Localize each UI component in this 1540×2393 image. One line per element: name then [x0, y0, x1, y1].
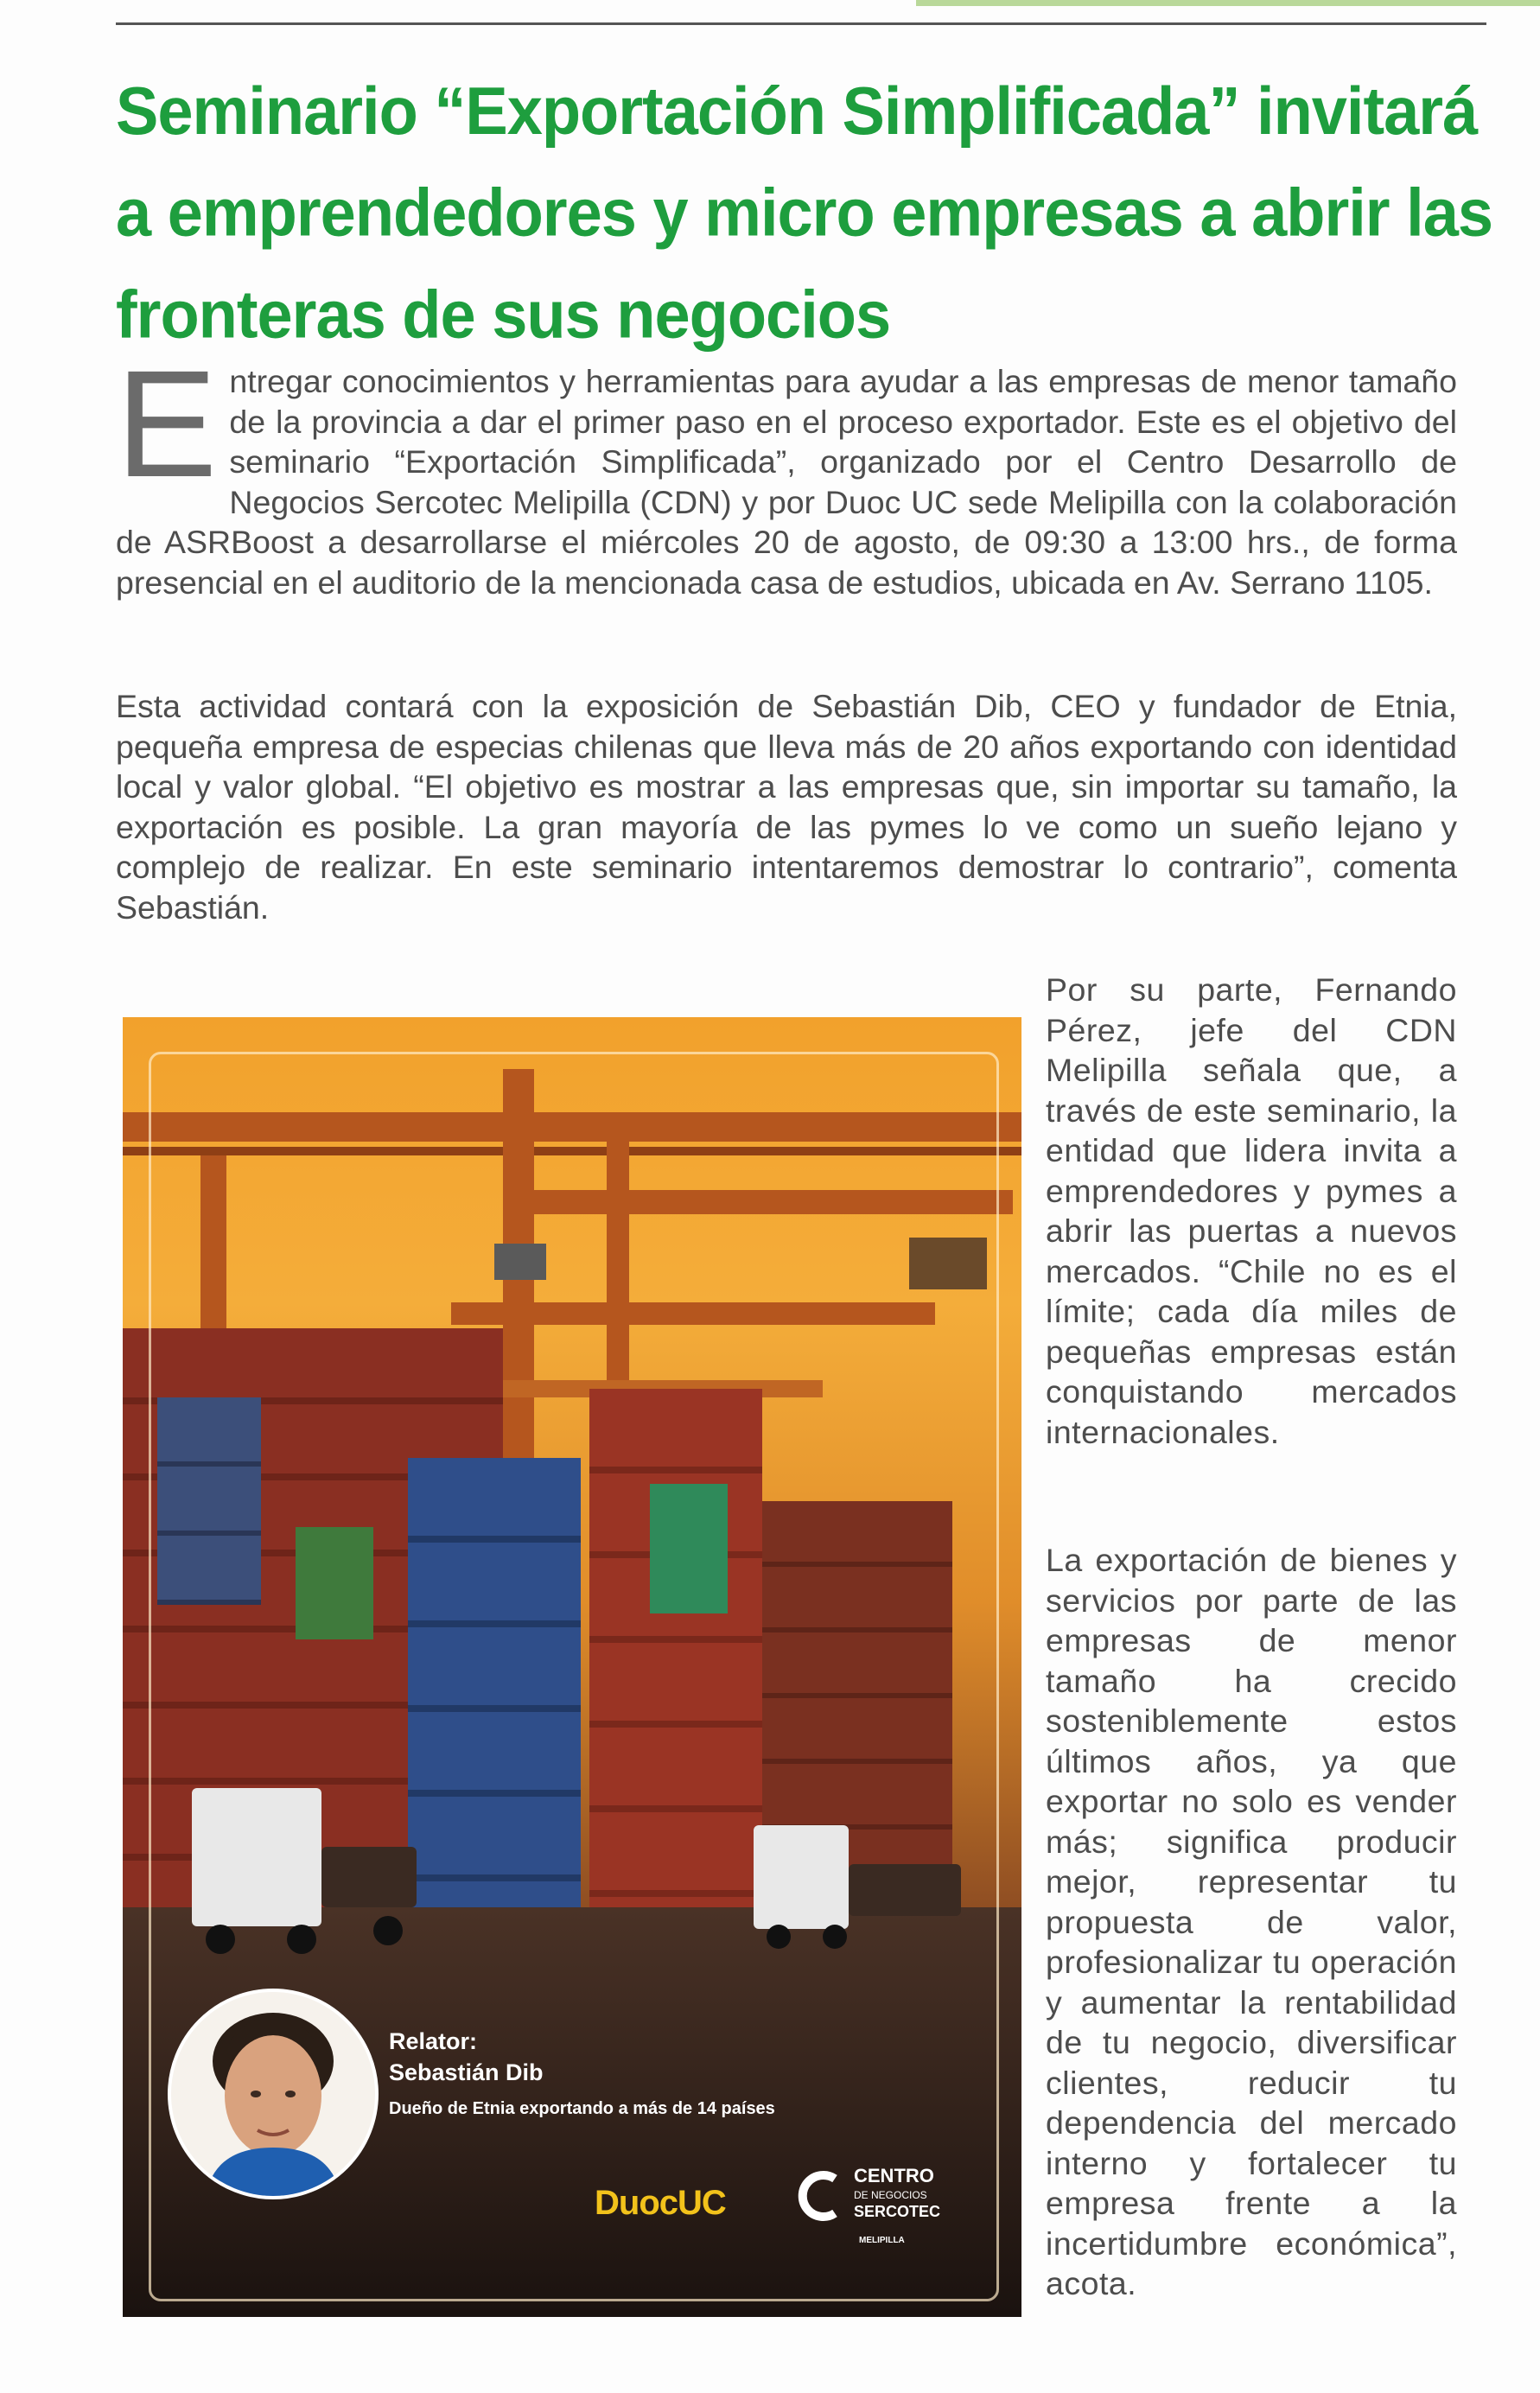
top-rule [116, 22, 1486, 25]
top-accent-bar [916, 0, 1540, 6]
paragraph-3: Por su parte, Fernando Pérez, jefe del CDN Melipilla señala que, a través de este seminario, la entidad que lidera invita a emprendedores y pymes a abrir las puertas a nuevos mercados. “Chile no es el límite; cada día miles de pequeñas empresas están conquistando mercados internacionales. [1046, 971, 1457, 1450]
relator-name: Sebastián Dib [389, 2059, 544, 2085]
paragraph-1-text: ntregar conocimientos y herramientas para ayudar a las empresas de menor tamaño de la provincia a dar el primer paso en el proceso exportador. Este es el objetivo del seminario “Exportación Simplificada”, organizado por el Centro Desarrollo de Negocios Sercotec Melipilla (CDN) y por Duoc UC sede Melipilla con la colaboración de ASRBoost a desarrollarse el miércoles 20 de agosto, de 09:30 a 13:00 hrs., de forma presencial en el auditorio de la mencionada casa de estudios, ubicada en Av. Serrano 1105. [116, 363, 1457, 601]
drop-cap: E [116, 340, 218, 509]
paragraph-2: Esta actividad contará con la exposición de Sebastián Dib, CEO y fundador de Etnia, pequeña empresa de especias chilenas que lleva más de 20 años exportando con identidad local y valor global. “El objetivo es mostrar a las empresas que, sin importar su tamaño, la exportación es posible. La gran mayoría de las pymes lo ve como un sueño lejano y complejo de realizar. En este seminario intentaremos demostrar lo contrario”, comenta Sebastián. [116, 688, 1457, 926]
sercotec-line-4: MELIPILLA [859, 2236, 905, 2245]
relator-label: Relator: [389, 2028, 478, 2054]
sercotec-line-1: CENTRO [854, 2165, 934, 2186]
paragraph-4: La exportación de bienes y servicios por parte de las empresas de menor tamaño ha crecido sosteniblemente estos últimos años, ya que exportar no solo es vender más; significa producir mejor, representar tu propuesta de valor, profesionalizar tu operación y aumentar la rentabilidad de tu negocio, diversificar clientes, reducir tu dependencia del mercado interno y fortalecer tu empresa frente a la incertidumbre económica”, acota. [1046, 1542, 1457, 2301]
article-headline: Seminario “Exportación Simplificada” invitará a emprendedores y micro empresas a abrir las fronteras de sus negocios [116, 73, 1493, 353]
sercotec-logo [797, 2165, 944, 2251]
duoc-uc-logo: DuocUC [595, 2184, 726, 2222]
sercotec-logo-icon [797, 2170, 845, 2222]
speaker-photo [168, 1989, 379, 2199]
sercotec-line-2: DE NEGOCIOS [854, 2189, 927, 2201]
seminar-poster [123, 1017, 1021, 2317]
sercotec-line-3: SERCOTEC [854, 2203, 941, 2220]
relator-description: Dueño de Etnia exportando a más de 14 países [389, 2099, 775, 2118]
paragraph-1 [116, 340, 1457, 602]
